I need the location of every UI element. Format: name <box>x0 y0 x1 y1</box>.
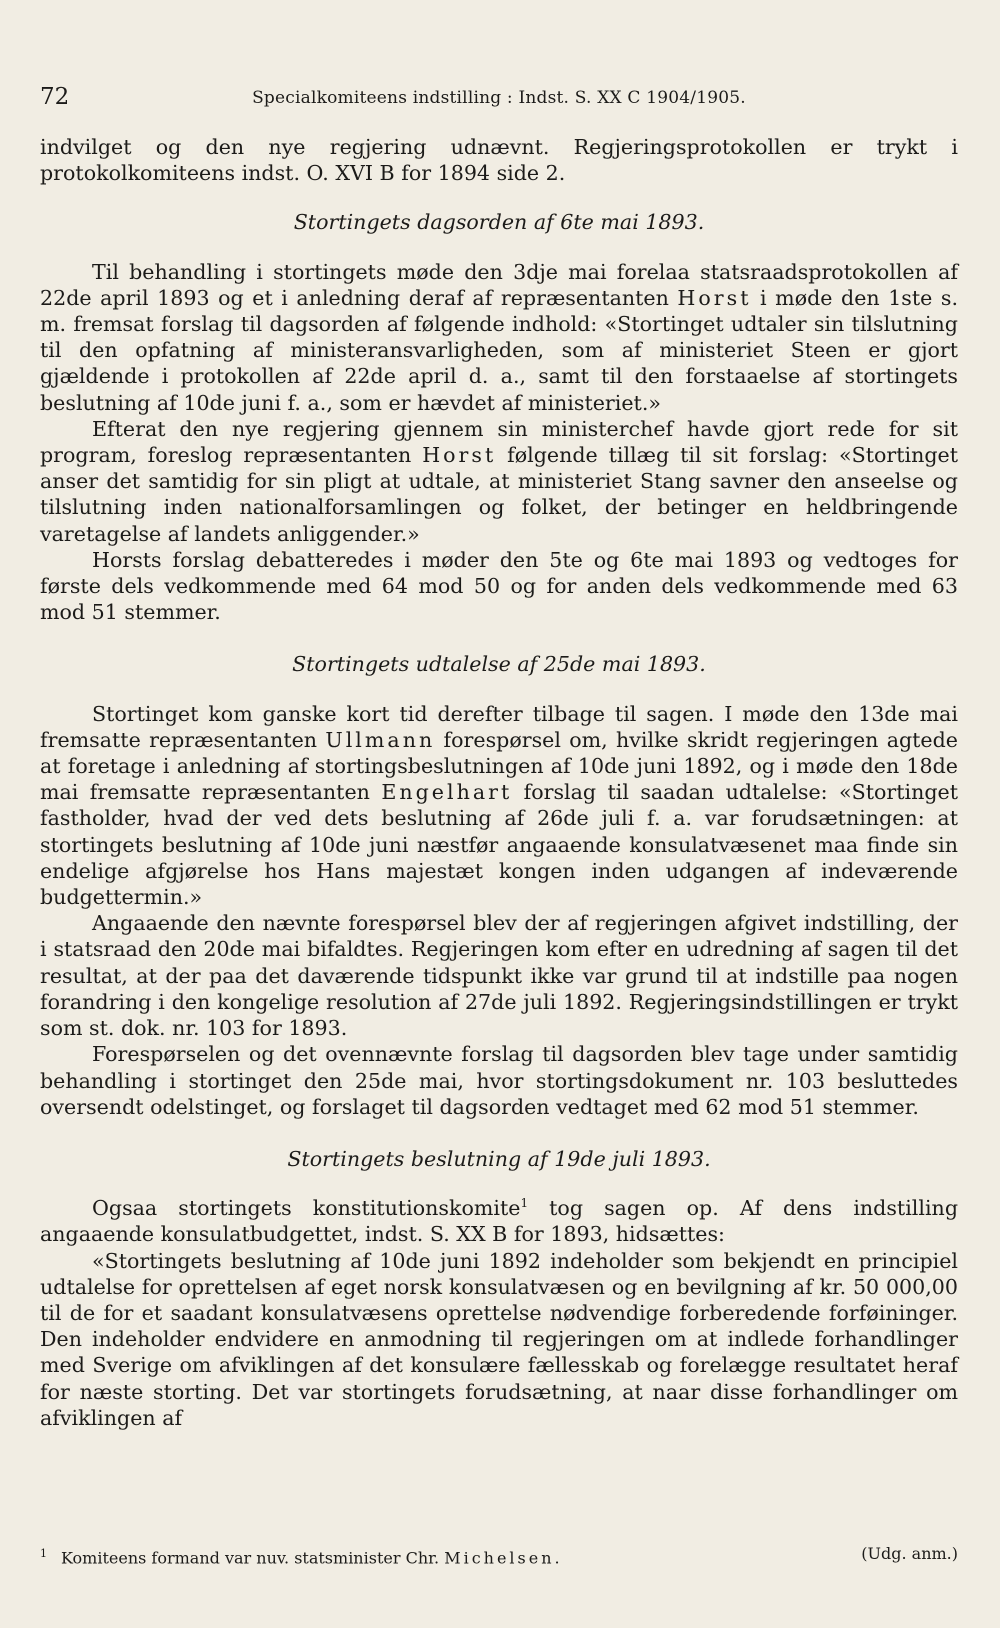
section-heading-udtalelse: Stortingets udtalelse af 25de mai 1893. <box>292 652 706 677</box>
footnote-marker: 1 <box>520 1196 529 1211</box>
page-number: 72 <box>40 84 70 110</box>
paragraph-konstitutionskomite: Ogsaa stortingets konstitutionskomite$^1$ tog sagen op. Af dens indstilling angaaende konsulatbudgettet, indst. S. XX B for 1893, hidsættes: <box>40 1196 958 1247</box>
footnote: $^1$ Komiteens formand var nuv. statsminister Chr. Michelsen. (Udg. anm.) <box>40 1544 958 1568</box>
person-name: Engelhart <box>381 780 513 805</box>
section-heading-beslutning: Stortingets beslutning af 19de juli 1893. <box>287 1146 711 1171</box>
paragraph-indstilling: Angaaende den nævnte forespørsel blev der af regjeringen afgivet indstilling, der i statsraad den 20de mai bifaldtes. Regjeringen kom efter en udredning af sagen til det resultat, at der paa det daværende tidspunkt ikke var grund til at indstille paa nogen forandring i den kongelige resolution af 27de juli 1892. Regjeringsindstillingen er trykt som st. dok. nr. 103 for 1893. <box>40 911 958 1041</box>
paragraph-horst-forslag: Til behandling i stortingets møde den 3dje mai forelaa statsraadsprotokollen af 22de april 1893 og et i anledning deraf af repræsentanten Horst i møde den 1ste s. m. fremsat forslag til dagsorden af følgende indhold: «Stortinget udtaler sin tilslutning til den opfatning af ministeransvarligheden, som af ministeriet Steen er gjort gjældende i protokollen af 22de april d. a., samt til den forstaaelse af stortingets beslutning af 10de juni f. a., som er hævdet af ministeriet.» <box>40 259 959 415</box>
person-name: Michelsen <box>444 1548 555 1568</box>
document-body <box>40 134 958 1431</box>
editor-note: (Udg. anm.) <box>861 1544 958 1563</box>
person-name: Horst <box>677 285 752 310</box>
section-heading-dagsorden: Stortingets dagsorden af 6te mai 1893. <box>293 210 705 235</box>
document-page <box>40 0 958 1628</box>
paragraph-behandling: Forespørselen og det ovennævnte forslag til dagsorden blev tage under samtidig behandling i stortinget den 25de mai, hvor stortingsdokument nr. 103 besluttedes oversendt odelstinget, og forslaget til dagsorden vedtaget med 62 mod 51 stemmer. <box>40 1042 958 1119</box>
paragraph-vote-result: Horsts forslag debatteredes i møder den 5te og 6te mai 1893 og vedtoges for første dels vedkommende med 64 mod 50 og for anden dels vedkommende med 63 mod 51 stemmer. <box>40 547 958 625</box>
paragraph-quote: «Stortingets beslutning af 10de juni 1892 indeholder som bekjendt en principiel udtalelse for oprettelsen af eget norsk konsulatvæsen og en bevilgning af kr. 50 000,00 til de for et saadant konsulatvæsens oprettelse nødvendige forberedende forføininger. Den indeholder endvidere en anmodning til regjeringen om at indlede forhandlinger med Sverige om afviklingen af det konsulære fællesskab og forelægge resultatet heraf for næste storting. Det var stortingets forudsætning, at naar disse forhandlinger om afviklingen af <box>40 1248 958 1430</box>
page-header <box>40 84 958 114</box>
running-title: Specialkomiteens indstilling : Indst. S. XX C 1904/1905. <box>252 88 746 108</box>
paragraph-ullmann-engelhart: Stortinget kom ganske kort tid derefter tilbage til sagen. I møde den 13de mai fremsatte repræsentanten Ullmann forespørsel om, hvilke skridt regjeringen agtede at foretage i anledning af stortingsbeslutningen af 10de juni 1892, og i møde den 18de mai fremsatte repræsentanten Engelhart forslag til saadan udtalelse: «Stortinget fastholder, hvad der ved dets beslutning af 26de juli f. a. var forudsætningen: at stortingets beslutning af 10de juni næstfør angaaende konsulatvæsenet maa finde sin endelige afgjørelse hos Hans majestæt kongen inden udgangen af indeværende budgettermin.» <box>40 701 959 910</box>
person-name: Horst <box>422 443 497 468</box>
person-name: Ullmann <box>325 727 436 752</box>
paragraph-intro: indvilget og den nye regjering udnævnt. Regjeringsprotokollen er trykt i protokolkomiteens indst. O. XVI B for 1894 side 2. <box>40 135 958 186</box>
paragraph-horst-tillaeg: Efterat den nye regjering gjennem sin ministerchef havde gjort rede for sit program, foreslog repræsentanten Horst følgende tillæg til sit forslag: «Stortinget anser det samtidig for sin pligt at udtale, at ministeriet Stang savner den anseelse og tilslutning inden nationalforsamlingen og folket, der betinger en heldbringende varetagelse af landets anliggender.» <box>40 416 958 546</box>
footnote-number: 1 <box>40 1547 47 1560</box>
